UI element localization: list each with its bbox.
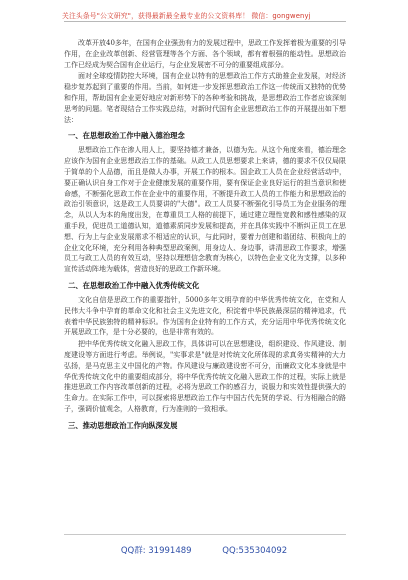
section1-paragraph-1: 思想政治工作在渗人用人上，要坚持德才兼备，以德为先。从这个角度来看，德治理念应该作为国有企业思想政治工作的基础。从政工人员思想要求上来讲，德的要求不仅仅局限于简单的个人品德，而且是做人办事，开展工作的根本。国企政工人员在企业经营活动中，要正确认识自身工作对于企业健康发展的重要作用，要有保证企业良好运行的担当意识和使命感，不断强化思政工作在企业中的重要作用，不断提升政工人员的工作能力和思想政治的政治引领意识，这是政工人员要讲的"大德"。政工人员要不断强化引导员工为企业服务的理念，从以人为本的角度出发，在尊重员工人格的前提下，通过建立理性宽教和感性感染的双重手段，促进员工道德认知，道德素质同步发展和提高，并在具体实践中不断纠正员工在思想、行为上与企业发展需求不相适应的认识，与此同时，要着力创建和谐团结、积极向上的企业文化环境，充分利用各种典型思政案例，用身边人、身边事，讲清思政工作要求，增强员工与政工人员的有效互动，坚持以理想信念教育为核心，以特色企业文化为支撑，以多种宣传活动阵地为载体，营造良好的思政工作新环境。 [64,146,346,274]
page-footer [0,534,408,580]
footer-divider [64,534,346,535]
footer-qq-group: QQ群: 31991489 [120,546,192,556]
document-body [64,38,346,435]
banner-divider [64,21,346,22]
top-banner [0,0,408,24]
section2-paragraph-1: 文化自信是思政工作的重要指针，5000多年文明孕育的中华优秀传统文化，在党和人民伟大斗争中孕育的革命文化和社会主义先进文化，积淀着中华民族最深层的精神追求，代表着中华民族独特的精神标识。作为国有企业特有的工作方式，充分运用中华优秀传统文化开展思政工作，是十分必要的，也是非常有效的。 [64,295,346,337]
footer-contact [0,544,408,556]
footer-qq: QQ:535304092 [222,546,288,556]
section-heading-2: 二、在思想政治工作中融入优秀传统文化 [68,280,200,290]
section2-paragraph-2: 把中华优秀传统文化融入思政工作，具体讲可以在思想建设，组织建设、作风建设、制度建设等方面进行考虑。举例说，"实事求是"就是对传统文化所体现的求真务实精神的大力弘扬，是马克思主义中国化的产物。作风建设与廉政建设密不可分，而廉政文化本身就是中华优秀传统文化中的重要组成部分，将中华优秀传统文化融入思政工作的过程，实际上就是推进思政工作内容改革创新的过程，必将为思政工作的感召力，说服力和实效性提供强大的生命力。在实际工作中，可以探索将思想政治工作与中国古代先贤的学说、行为相融合的路子，强调价值观念，人格教育，行为准则的一致相承。 [64,340,346,413]
section-heading-1: 一、在思想政治工作中融入德治理念 [68,131,185,141]
intro-paragraph-2: 面对全球疫情防控大环境，国有企业以特有的思想政治工作方式助推企业发展，对经济稳步复苏起到了重要的作用。当前，如何进一步发挥思想政治工作这一传统而又独特的优势和作用，帮助国有企业更好地应对新形势下的各种考验和挑战，是思想政治工作者应该深刻思考的问题。笔者现结合工作实践总结，对新时代国有企业思想政治工作的开展提出如下想法： [64,72,346,124]
intro-paragraph-1: 改革开放40多年，在国有企业强劲有力的发展过程中，思政工作发挥着极为重要的引导作用，在企业改革创新、经营管理等各个方面、各个领域，都有着根强的能动性。思想政治工作已经成为契合国有企业运行，与企业发展密不可分的重要组成部分。 [64,39,346,69]
banner-text: 关注头条号"公文研究"，获得最新最全最专业的公文资料库！ 微信：gongwenyj [62,12,311,20]
section-heading-3: 三、推动思想政治工作向纵深发展 [68,420,178,430]
